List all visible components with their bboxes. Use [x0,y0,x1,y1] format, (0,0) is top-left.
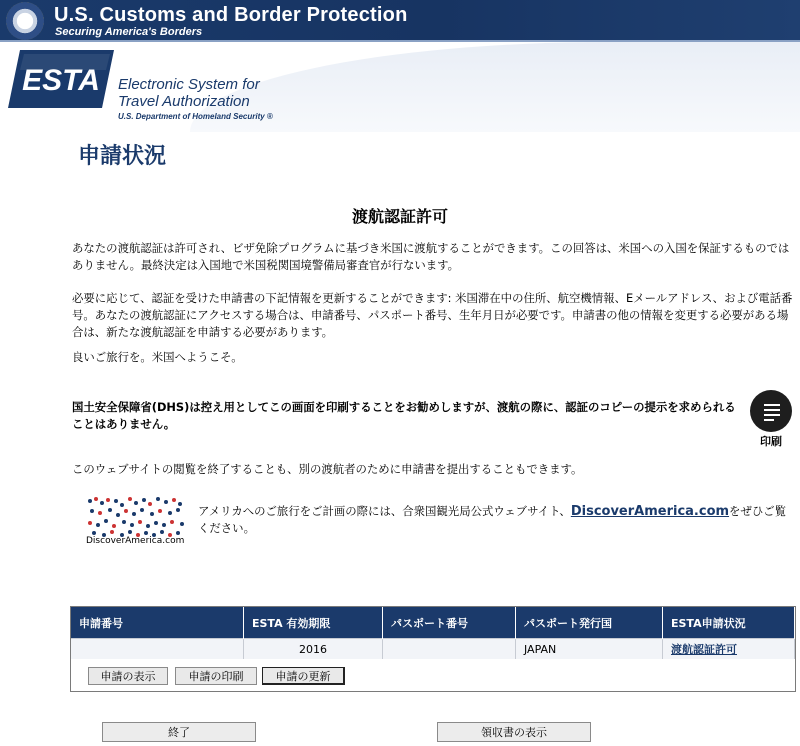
cell-passport-number [383,639,516,660]
exit-button[interactable]: 終了 [102,722,256,742]
approval-paragraph: あなたの渡航認証は許可され、ビザ免除プログラムに基づき米国に渡航することができます。この回答は、米国への入国を保証するものではありません。最終決定は入国地で米国税関国境警備局審査官が行ないます。 [72,241,790,272]
table-header-row [71,607,795,639]
table-row [71,639,795,660]
view-receipt-button[interactable]: 領収書の表示 [437,722,591,742]
col-esta-expiration: ESTA 有効期限 [244,607,383,639]
esta-status-link[interactable]: 渡航認証許可 [671,643,737,656]
discover-america-intro: アメリカへのご旅行をご計画の際には、合衆国観光局公式ウェブサイト、 [198,504,571,518]
discover-america-suffix: をぜひご覧ください。 [198,504,787,535]
discover-america-text [198,503,788,536]
update-paragraph: 必要に応じて、認証を受けた申請書の下記情報を更新することができます: 米国滞在中の住所、航空機情報、Eメールアドレス、および電話番号。あなたの渡航認証にアクセスする場合は、申請番号、パスポート番号、生年月日が必要です。申請書の他の情報を変更する必要がある場合は、新たな渡航認証を申請する必要があります。 [72,291,793,339]
section-title: 渡航認証許可 [351,207,448,226]
dhs-seal-icon [6,2,44,40]
print-label: 印刷 [760,435,782,448]
cbp-banner [0,0,800,42]
esta-logo-icon [6,48,116,110]
esta-department: U.S. Department of Homeland Security ® [118,112,273,121]
cell-esta-expiration: 2016 [244,639,383,660]
discover-america-logo-label: DiscoverAmerica.com [86,536,185,546]
print-icon [750,390,792,432]
print-button[interactable] [744,390,798,446]
view-application-button[interactable]: 申請の表示 [88,667,168,685]
cell-application-number [71,639,244,660]
col-application-number: 申請番号 [71,607,244,639]
agency-title: U.S. Customs and Border Protection [54,4,408,26]
esta-name-line2: Travel Authorization [118,93,250,110]
col-passport-country: パスポート発行国 [516,607,663,639]
discover-america-link[interactable]: DiscoverAmerica.com [570,504,730,519]
col-esta-status: ESTA申請状況 [663,607,795,639]
col-passport-number: パスポート番号 [383,607,516,639]
exit-paragraph: このウェブサイトの閲覧を終了することも、別の渡航者のために申請書を提出することもできます。 [72,462,583,476]
print-notice-paragraph: 国土安全保障省(DHS)は控え用としてこの画面を印刷することをお勧めしますが、渡航の際に、認証のコピーの提示を求められることはありません。 [72,400,736,431]
update-application-button[interactable]: 申請の更新 [262,667,345,685]
welcome-paragraph: 良いご旅行を。米国へようこそ。 [72,350,243,364]
cell-passport-country: JAPAN [516,639,663,660]
cell-esta-status [663,639,795,660]
print-application-button[interactable]: 申請の印刷 [175,667,257,685]
esta-name-line1: Electronic System for [118,76,260,93]
page-title: 申請状況 [78,144,167,169]
header-swoosh [190,42,800,132]
esta-logo-text: ESTA [22,64,100,97]
agency-tagline: Securing America's Borders [55,26,203,38]
